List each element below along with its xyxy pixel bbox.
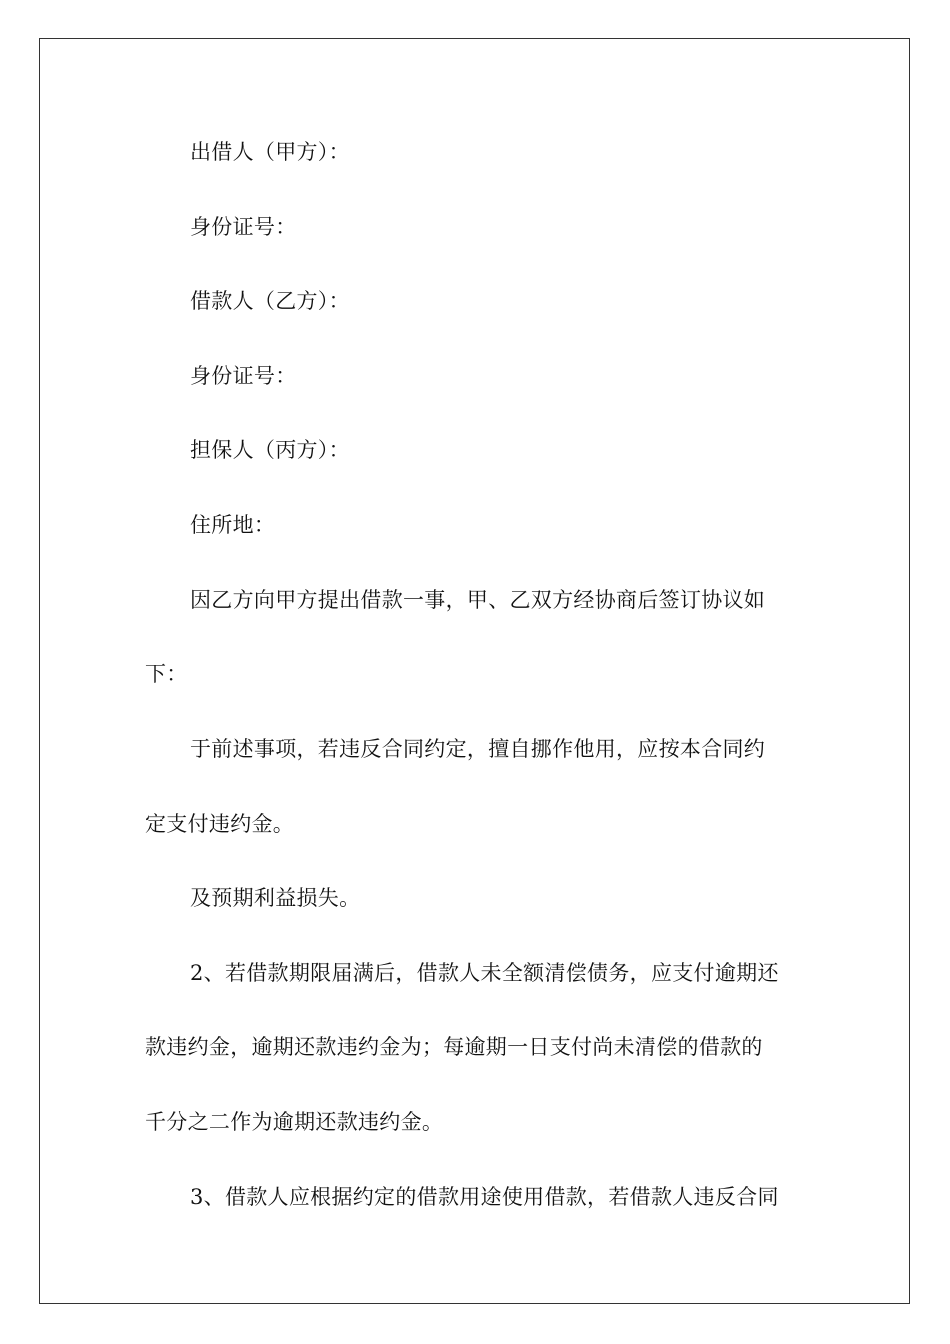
borrower-id-label: 身份证号：	[190, 364, 297, 388]
paragraph-clause-line-1: 于前述事项，若违反合同约定，擅自挪作他用，应按本合同约	[190, 737, 766, 761]
address-label: 住所地：	[190, 513, 276, 537]
lender-label: 出借人（甲方）：	[190, 140, 350, 164]
paragraph-loss-line: 及预期利益损失。	[190, 886, 361, 910]
paragraph-clause-line-2: 定支付违约金。	[145, 812, 295, 836]
guarantor-label: 担保人（丙方）：	[190, 438, 350, 462]
clause-2-line-1: 2、若借款期限届满后，借款人未全额清偿债务，应支付逾期还	[190, 961, 779, 985]
clause-3-line-1: 3、借款人应根据约定的借款用途使用借款，若借款人违反合同	[190, 1185, 779, 1209]
clause-2-line-2: 款违约金，逾期还款违约金为；每逾期一日支付尚未清偿的借款的	[145, 1035, 763, 1059]
paragraph-intro-line-2: 下：	[145, 662, 188, 686]
clause-2-line-3: 千分之二作为逾期还款违约金。	[145, 1110, 444, 1134]
lender-id-label: 身份证号：	[190, 215, 297, 239]
borrower-label: 借款人（乙方）：	[190, 289, 350, 313]
paragraph-intro-line-1: 因乙方向甲方提出借款一事，甲、乙双方经协商后签订协议如	[190, 588, 766, 612]
